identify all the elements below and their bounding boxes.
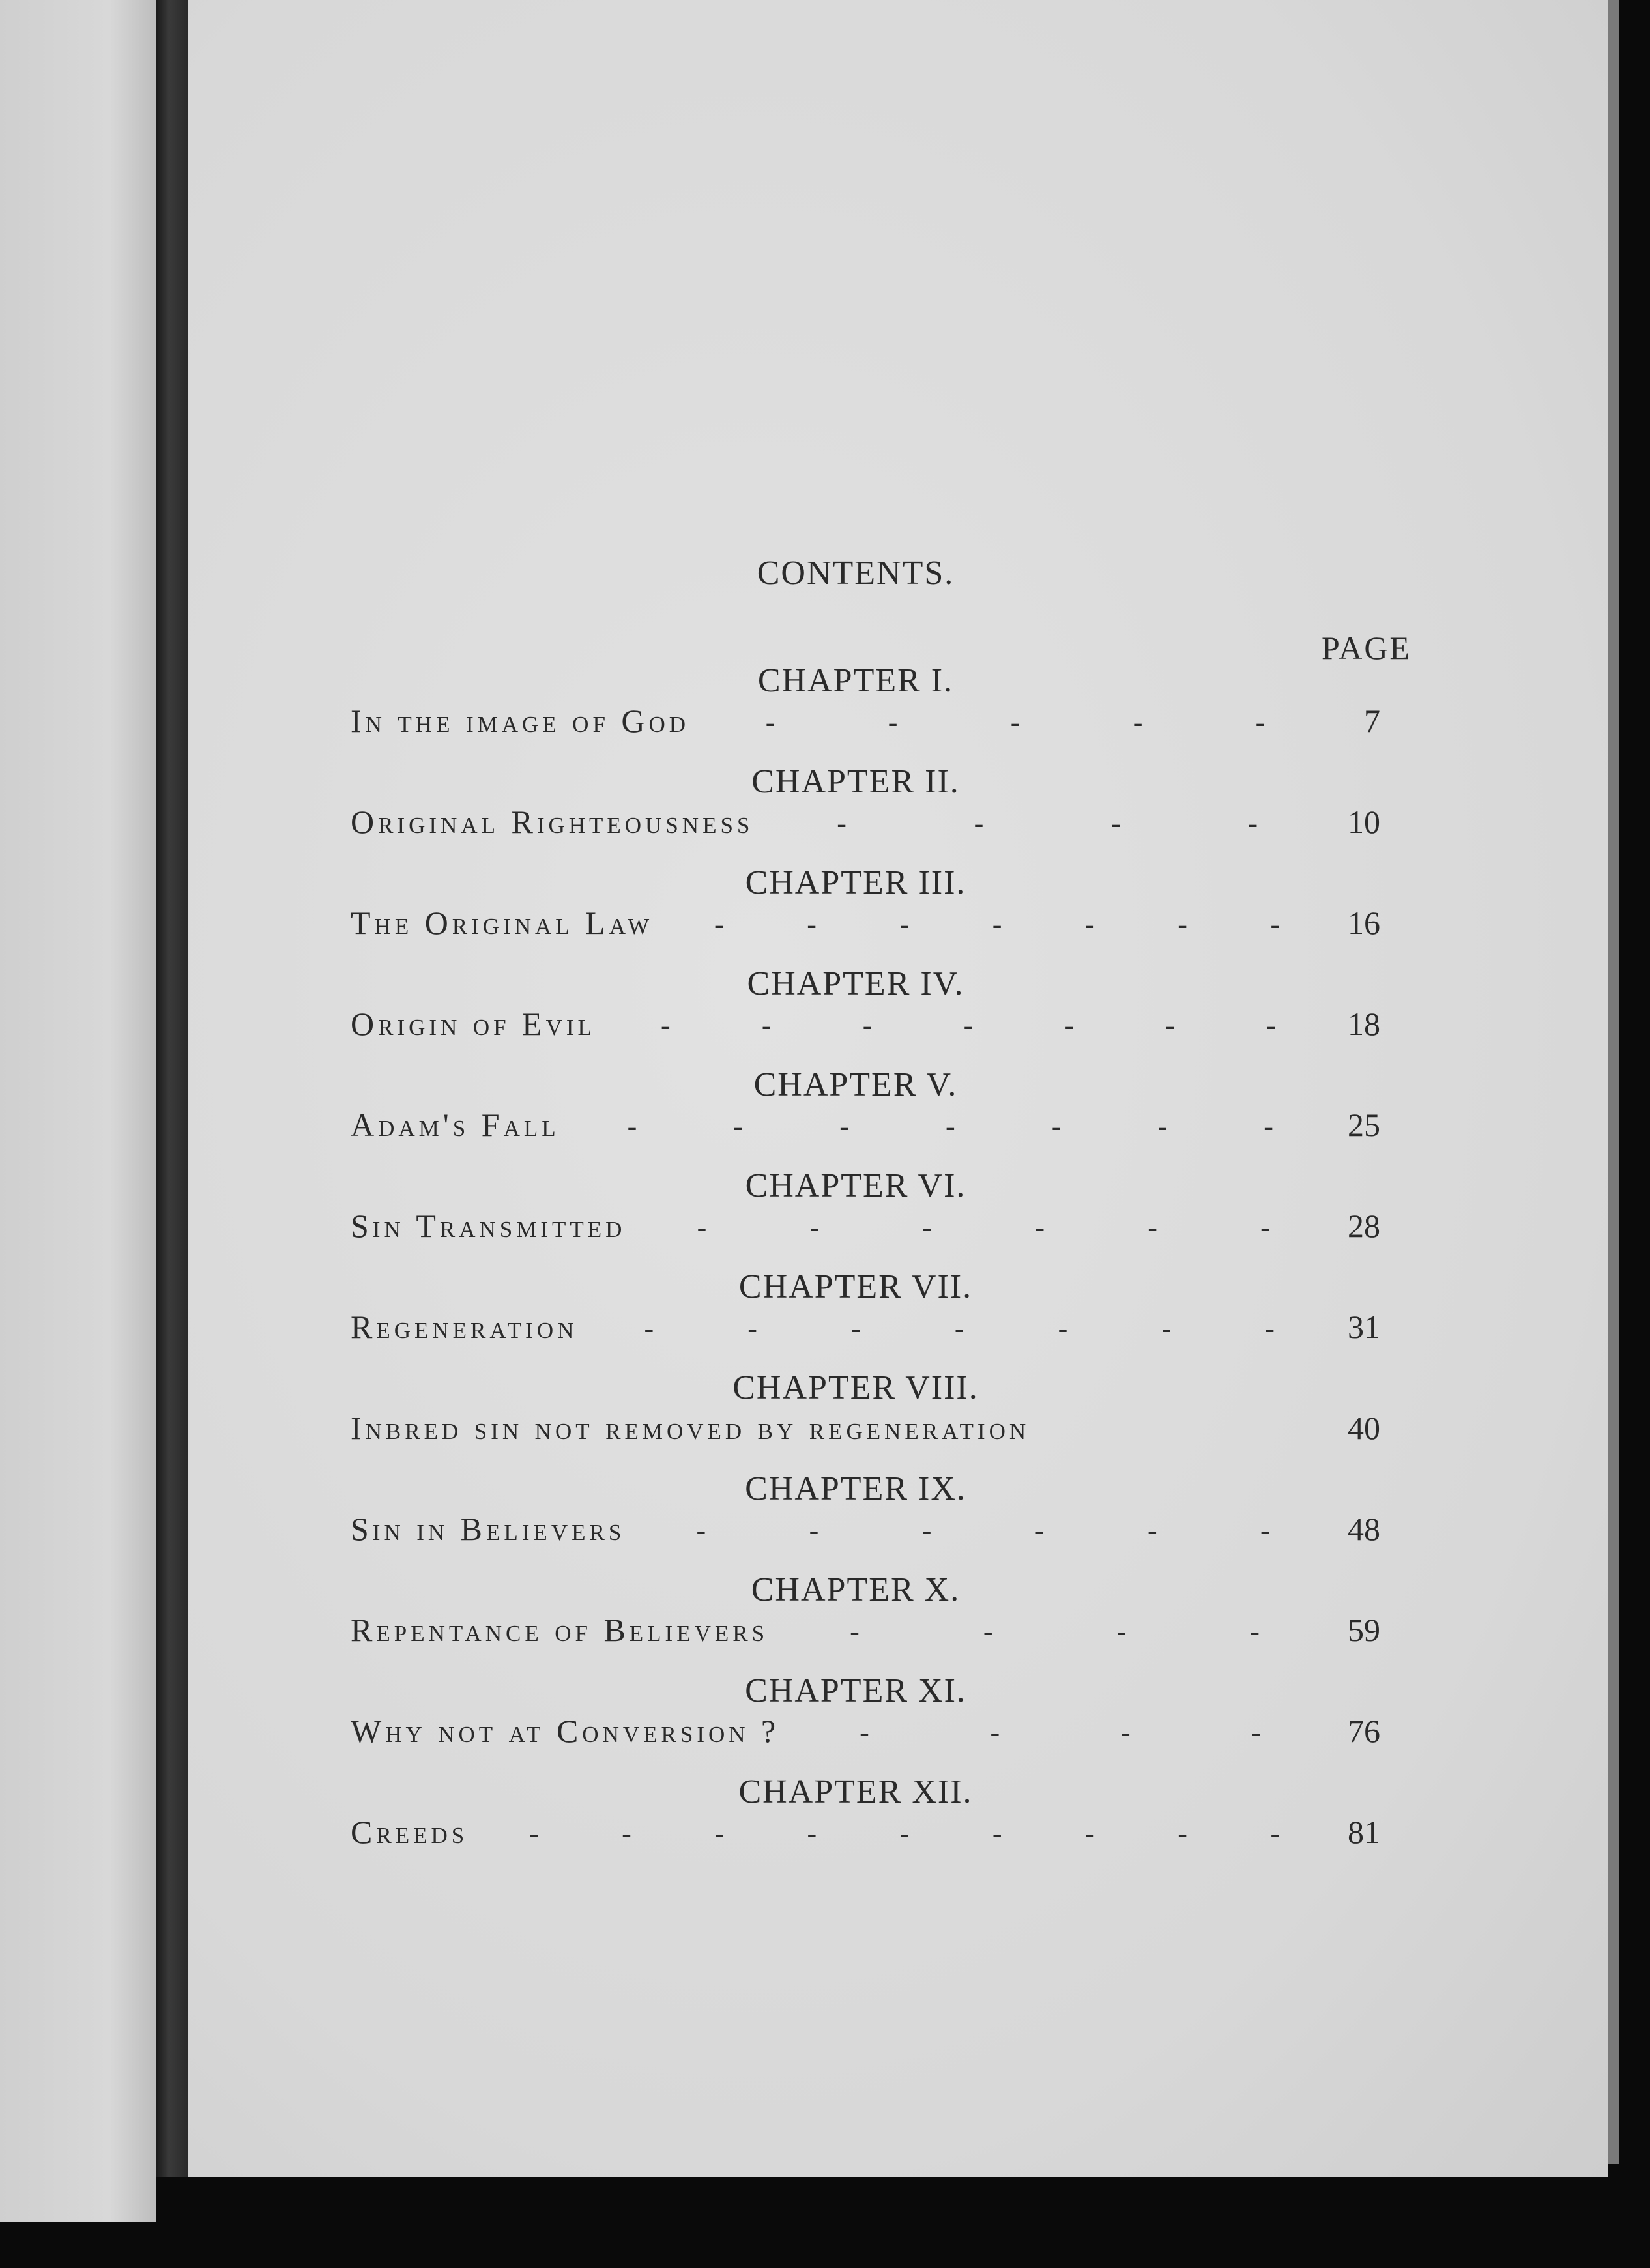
chapter-heading: CHAPTER IV. — [747, 965, 964, 1002]
page-number: 40 — [1348, 1410, 1380, 1446]
dot-leader: - - - - — [860, 1717, 1262, 1749]
chapter-title: Creeds — [351, 1814, 469, 1850]
page-number: 48 — [1348, 1511, 1380, 1547]
chapter-heading: CHAPTER VIII. — [732, 1369, 979, 1406]
chapter-heading: CHAPTER XII. — [738, 1773, 973, 1810]
chapter-title: Inbred sin not removed by regeneration — [351, 1410, 1030, 1446]
chapter-entry — [351, 662, 1458, 766]
chapter-entry — [351, 1369, 1458, 1473]
chapter-title: Original Righteousness — [351, 804, 754, 840]
dot-leader: - - - - - - - - - — [528, 1818, 1281, 1850]
chapter-entry — [351, 965, 1458, 1069]
chapter-entry — [351, 1672, 1458, 1776]
dot-leader: - - - - - - - — [661, 1010, 1276, 1041]
chapter-entry — [351, 864, 1458, 968]
page-number: 7 — [1364, 703, 1380, 739]
chapter-title: Sin Transmitted — [351, 1208, 626, 1244]
chapter-title: Sin in Believers — [351, 1511, 626, 1547]
chapter-entry — [351, 1268, 1458, 1372]
chapter-entry — [351, 1167, 1458, 1271]
page-number: 31 — [1348, 1309, 1380, 1345]
chapter-title-line — [351, 904, 1322, 950]
chapter-entry — [351, 1773, 1458, 1877]
book-gutter — [156, 0, 188, 2177]
page-number: 76 — [1348, 1713, 1380, 1749]
chapter-title-line — [351, 1409, 1322, 1455]
chapter-title: Adam's Fall — [351, 1107, 560, 1143]
dot-leader: - - - - - - - — [714, 909, 1281, 940]
page-number: 18 — [1348, 1006, 1380, 1042]
chapter-title-line — [351, 803, 1322, 849]
dot-leader: - - - - - — [765, 706, 1266, 738]
page-column-heading: PAGE — [1322, 630, 1411, 666]
chapter-title-line — [351, 1712, 1322, 1758]
dot-leader: - - - - - - — [696, 1515, 1270, 1547]
chapter-heading: CHAPTER V. — [753, 1066, 958, 1103]
contents-page — [188, 0, 1608, 2177]
chapter-title-line — [351, 1308, 1322, 1354]
chapter-heading: CHAPTER III. — [745, 864, 966, 901]
page-number: 10 — [1348, 804, 1380, 840]
chapter-title: Why not at Conversion ? — [351, 1713, 780, 1749]
chapter-heading: CHAPTER X. — [751, 1571, 961, 1608]
chapter-heading: CHAPTER XI. — [745, 1672, 966, 1709]
chapter-heading: CHAPTER IX. — [745, 1470, 966, 1507]
chapter-entry — [351, 1470, 1458, 1574]
chapter-heading: CHAPTER VII. — [738, 1268, 973, 1305]
chapter-title-line — [351, 1813, 1322, 1859]
chapter-title-line — [351, 1611, 1322, 1657]
chapter-title: Regeneration — [351, 1309, 578, 1345]
chapter-title: In the image of God — [351, 703, 690, 739]
chapter-entry — [351, 763, 1458, 867]
dot-leader: - - - - — [837, 807, 1258, 839]
dot-leader: - - - - - - - — [644, 1313, 1275, 1345]
chapter-entry — [351, 1066, 1458, 1170]
page-number: 25 — [1348, 1107, 1380, 1143]
chapter-title: Repentance of Believers — [351, 1612, 769, 1648]
dot-leader: - - - - - - — [697, 1212, 1270, 1243]
chapter-title: The Original Law — [351, 905, 654, 941]
chapter-title: Origin of Evil — [351, 1006, 596, 1042]
chapter-entry — [351, 1571, 1458, 1675]
chapter-title-line — [351, 1510, 1322, 1556]
page-edge — [1608, 0, 1619, 2164]
page-number: 81 — [1348, 1814, 1380, 1850]
chapter-heading: CHAPTER II. — [751, 763, 960, 800]
chapter-title-line — [351, 1106, 1322, 1152]
chapter-title-line — [351, 1005, 1322, 1051]
page-number: 16 — [1348, 905, 1380, 941]
chapter-heading: CHAPTER I. — [757, 662, 954, 699]
chapter-title-line — [351, 702, 1322, 748]
page-number: 28 — [1348, 1208, 1380, 1244]
chapter-heading: CHAPTER VI. — [745, 1167, 966, 1204]
chapter-title-line — [351, 1207, 1322, 1253]
dot-leader: - - - - - - - — [627, 1111, 1273, 1142]
dot-leader: - - - - — [850, 1616, 1260, 1648]
facing-page-left — [0, 0, 156, 2222]
contents-title: CONTENTS. — [757, 555, 955, 592]
page-number: 59 — [1348, 1612, 1380, 1648]
